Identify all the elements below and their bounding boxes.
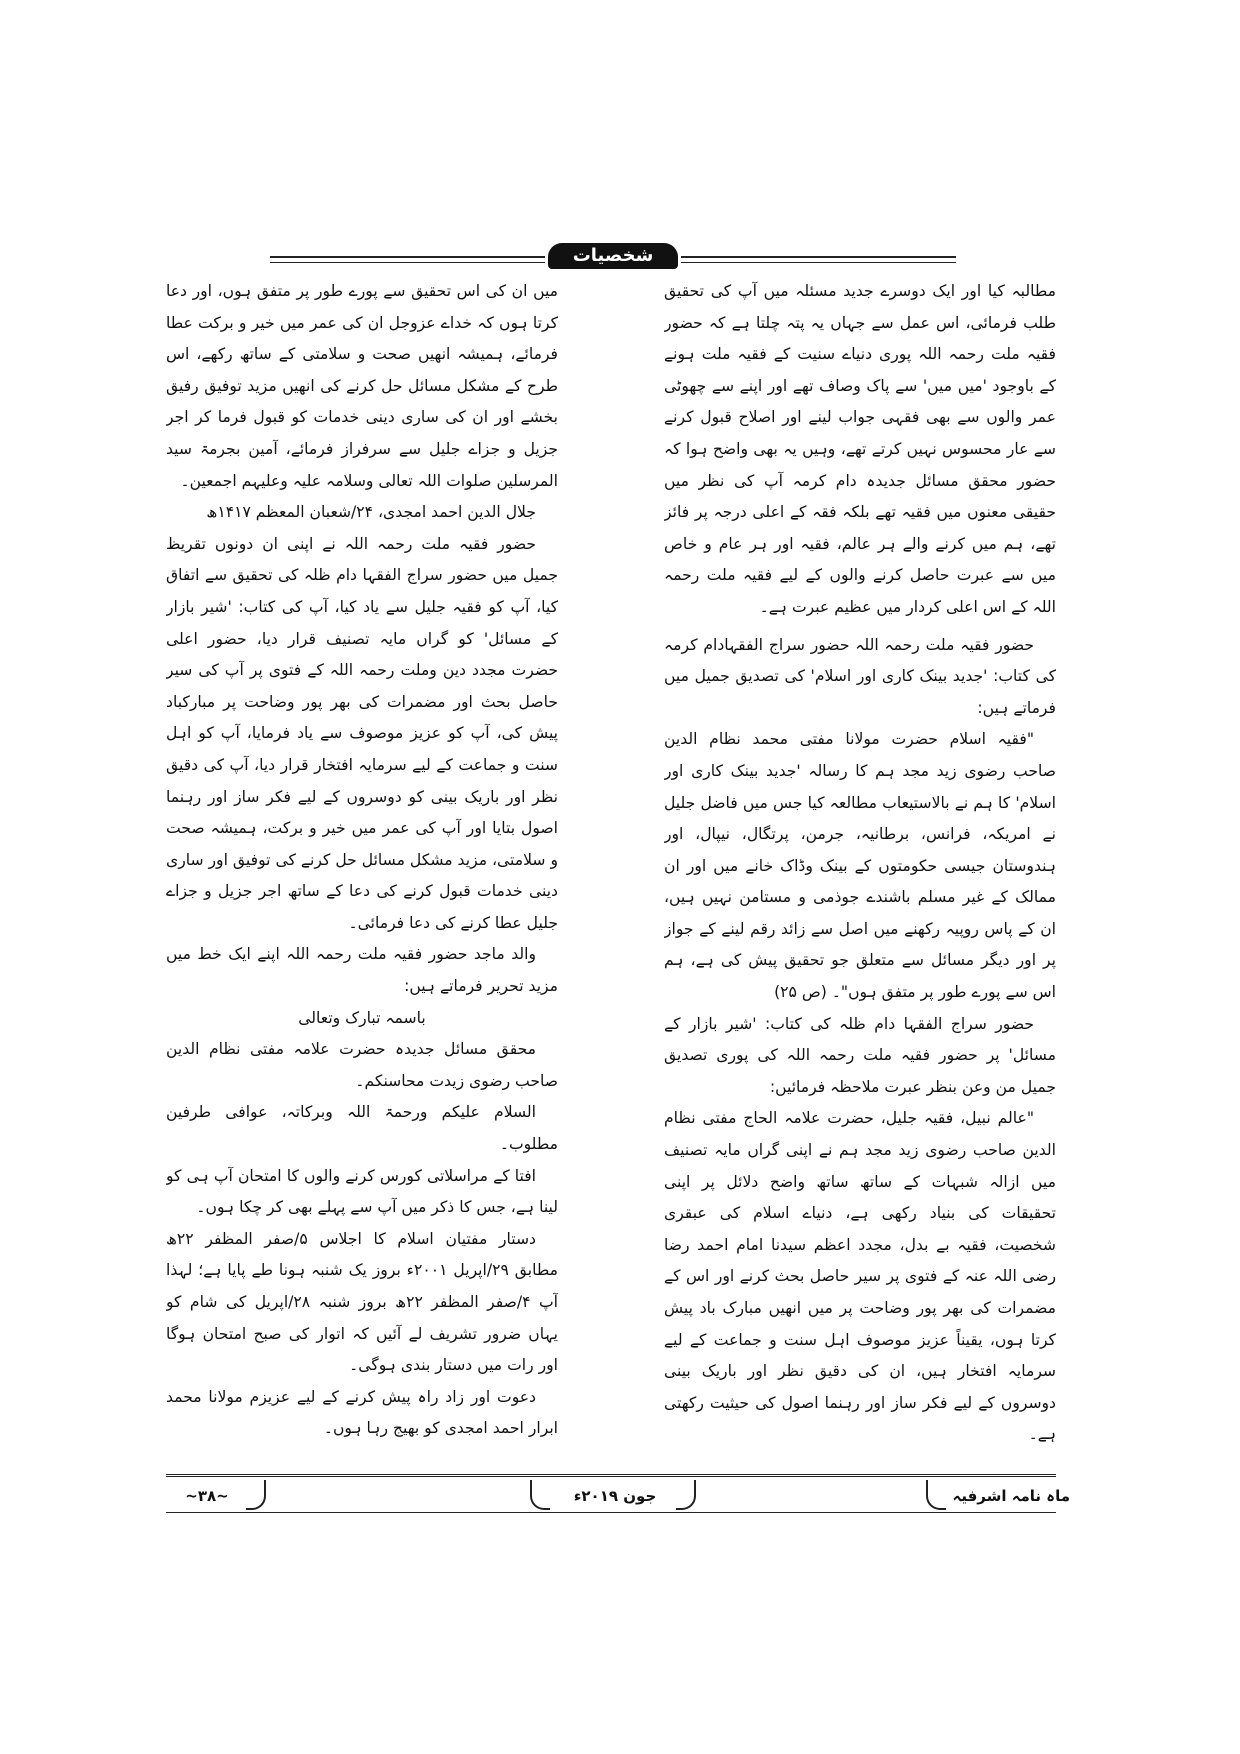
paragraph-right-1: مطالبہ کیا اور ایک دوسرے جدید مسئلہ میں آپ کی تحقیق طلب فرمائی، اس عمل سے جہاں یہ پتہ چلتا ہے کہ حضور فقیہ ملت رحمہ اللہ پوری دنیاے سنیت کے فقیہ ملت ہونے کے باوجود 'میں میں' سے پاک وصاف تھے اور اپنے سے چھوٹی عمر والوں سے بھی فقہی جواب لینے اور اصلاح قبول کرنے سے عار محسوس نہیں کرتے تھے، وہیں یہ بھی واضح ہوا کہ حضور محقق مسائل جدیدہ دام کرمہ آپ کی نظر میں حقیقی معنوں میں فقیہ تھے بلکہ فقہ کے اعلی درجہ پر فائز تھے، ہم میں کرنے والے ہر عالم، فقیہ اور ہر عام و خاص میں سے عبرت حاصل کرنے والوں کے لیے فقیہ ملت رحمہ اللہ کے اس اعلی کردار میں عظیم عبرت ہے۔ bbox=[664, 282, 1056, 616]
issue-date: جون ۲۰۱۹ء bbox=[573, 1487, 657, 1505]
footer-rule-top bbox=[166, 1474, 1056, 1477]
header-rule-right-thin bbox=[681, 262, 956, 263]
paragraph-right-3: "فقیہ اسلام حضرت مولانا مفتی محمد نظام الدین صاحب رضوی زید مجد ہم کا رسالہ 'جدید بینک کاری اور اسلام' کا ہم نے بالاستیعاب مطالعہ کیا جس میں فاضل جلیل نے امریکہ، فرانس، برطانیہ، جرمن، پرتگال، نیپال، اور ہندوستان جیسی حکومتوں کے بینک وڈاک خانے میں اور ان ممالک کے غیر مسلم باشندے جوذمی و مستامن نہیں ہیں، ان کے پاس روپیہ رکھنے میں اصل سے زائد رقم لینے کے جواز پر اور دیگر مسائل سے متعلق جو تحقیق پیش کی ہے، ہم اس سے پورے طور پر متفق ہوں"۔ (ص ۲۵) bbox=[664, 730, 1056, 1002]
letter-paragraph-2: دستار مفتیان اسلام کا اجلاس ۵/صفر المظفر ۲۲ھ مطابق ۲۹/اپریل ۲۰۰۱ء بروز یک شنبہ ہونا طے پایا ہے؛ لہذا آپ ۴/صفر المظفر ۲۲ھ بروز شنبہ ۲۸/اپریل کی شام کو یہاں ضرور تشریف لے آئیں کہ اتوار کی صبح امتحان ہوگا اور رات میں دستار بندی ہوگی۔ bbox=[166, 1229, 558, 1375]
left-column bbox=[166, 276, 558, 1486]
letter-addressee: محقق مسائل جدیدہ حضرت علامہ مفتی نظام الدین صاحب رضوی زیدت محاسنکم۔ bbox=[166, 1040, 558, 1090]
letter-greeting: السلام علیکم ورحمۃ اللہ وبرکاتہ، عوافی طرفین مطلوب۔ bbox=[166, 1103, 558, 1154]
right-column bbox=[664, 276, 1056, 1486]
paragraph-left-3: والد ماجد حضور فقیہ ملت رحمہ اللہ اپنے ایک خط میں مزید تحریر فرماتے ہیں: bbox=[166, 945, 558, 996]
magazine-name: ماہ نامہ اشرفیہ bbox=[952, 1487, 1070, 1505]
page-number: ~۳۸~ bbox=[185, 1487, 229, 1505]
page-number-bracket bbox=[246, 1480, 266, 1510]
paragraph-left-2: حضور فقیہ ملت رحمہ اللہ نے اپنی ان دونوں تقریظ جمیل میں حضور سراج الفقہا دام ظلہ کی تحقیق سے اتفاق کیا، آپ کو فقیہ جلیل سے یاد کیا، آپ کی کتاب: 'شیر بازار کے مسائل' کو گراں مایہ تصنیف قرار دیا، حضور اعلی حضرت مجدد دین وملت رحمہ اللہ کے فتوی پر آپ کی سیر حاصل بحث اور مضمرات کی بھر پور وضاحت پر مبارکباد پیش کی، آپ کو عزیز موصوف سے یاد فرمایا، آپ کو اہل سنت و جماعت کے لیے سرمایہ افتخار قرار دیا، آپ کی دقیق نظر اور باریک بینی کو دوسروں کے لیے فکر ساز اور رہنما اصول بتایا اور آپ کی عمر میں خیر و برکت، ہمیشہ صحت و سلامتی، مزید مشکل مسائل حل کرنے کی توفیق اور ساری دینی خدمات قبول کرنے کی دعا کے ساتھ اجر جزیل و جزاے جلیل عطا کرنے کی دعا فرمائی۔ bbox=[166, 534, 558, 932]
letter-paragraph-3: دعوت اور زاد راہ پیش کرنے کے لیے عزیزم مولانا محمد ابرار احمد امجدی کو بھیج رہا ہوں۔ bbox=[166, 1387, 558, 1438]
footer-rule-bottom bbox=[166, 1512, 1056, 1513]
header-rule-right bbox=[681, 256, 956, 258]
header-rule-left-thin bbox=[270, 262, 545, 263]
paragraph-left-1: میں ان کی اس تحقیق سے پورے طور پر متفق ہوں، اور دعا کرتا ہوں کہ خداے عزوجل ان کی عمر میں خیر و برکت عطا فرمائے، ہمیشہ انھیں صحت و سلامتی کے ساتھ رکھے، اس طرح کے مشکل مسائل حل کرنے کی انھیں مزید توفیق رفیق بخشے اور ان کی ساری دینی خدمات کو قبول فرما کر اجر جزیل و جزاے جلیل سے سرفراز فرمائے، آمین بجرمۃ سید المرسلین صلوات اللہ تعالی وسلامہ علیہ وعلیہم اجمعین۔ bbox=[166, 282, 558, 490]
letter-opening: باسمہ تبارک وتعالی bbox=[298, 1008, 426, 1027]
paragraph-right-2: حضور فقیہ ملت رحمہ اللہ حضور سراج الفقہادام کرمہ کی کتاب: 'جدید بینک کاری اور اسلام' کی تصدیق جمیل میں فرماتے ہیں: bbox=[664, 635, 1056, 717]
magazine-bracket bbox=[926, 1480, 946, 1510]
date-bracket-right bbox=[676, 1480, 696, 1510]
header-rule-left bbox=[270, 256, 545, 258]
section-title: شخصیات bbox=[548, 243, 678, 269]
signature-line: جلال الدین احمد امجدی، ۲۴/شعبان المعظم ۱۴۱۷ھ bbox=[206, 503, 536, 522]
letter-paragraph-1: افتا کے مراسلاتی کورس کرنے والوں کا امتحان آپ ہی کو لینا ہے، جس کا ذکر میں آپ سے پہلے بھی کر چکا ہوں۔ bbox=[166, 1166, 558, 1217]
date-bracket-left bbox=[530, 1480, 550, 1510]
paragraph-right-5: "عالم نبیل، فقیہ جلیل، حضرت علامہ الحاج مفتی نظام الدین صاحب رضوی زید مجد ہم نے اپنی گراں مایہ تصنیف میں ازالہ شبہات کے ساتھ ساتھ واضح دلائل پر اپنی تحقیقات کی بنیاد رکھی ہے، دنیاے اسلام کی عبقری شخصیت، فقیہ بے بدل، مجدد اعظم سیدنا امام احمد رضا رضی اللہ عنہ کے فتوی پر سیر حاصل بحث کرنے اور اس کے مضمرات کی بھر پور وضاحت پر میں انھیں مبارک باد پیش کرتا ہوں، یقیناً عزیز موصوف اہل سنت و جماعت کے لیے سرمایہ افتخار ہیں، ان کی دقیق نظر اور باریک بینی دوسروں کے لیے فکر ساز اور رہنما اصول کی حیثیت رکھتی ہے۔ bbox=[664, 1109, 1056, 1444]
paragraph-right-4: حضور سراج الفقہا دام ظلہ کی کتاب: 'شیر بازار کے مسائل' پر حضور فقیہ ملت رحمہ اللہ کی پوری تصدیق جمیل من وعن بنظر عبرت ملاحظہ فرمائیں: bbox=[664, 1014, 1056, 1096]
